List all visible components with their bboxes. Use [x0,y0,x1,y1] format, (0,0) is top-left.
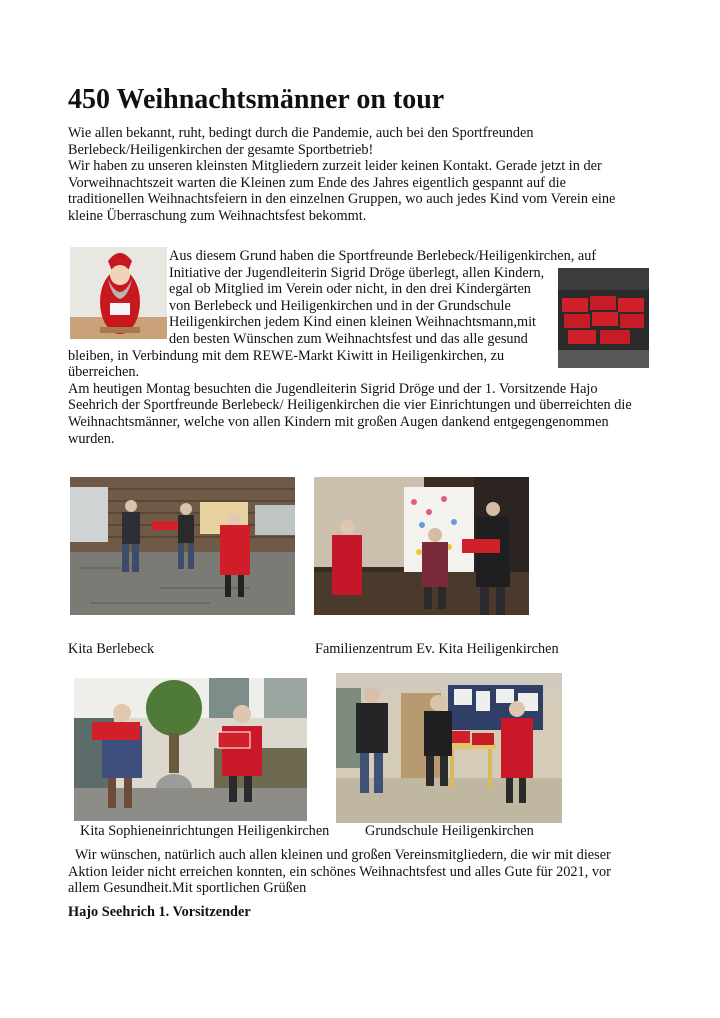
caption-kita-sophieneinrichtungen: Kita Sophieneinrichtungen Heiligenkirchen [80,823,330,839]
text-line: traditionellen Weihnachtsfeiern in den einzelnen Gruppen, wo auch jedes Kind vom Verein eine [68,191,616,208]
familienzentrum-photo [314,477,529,615]
text-line: den besten Wünschen zum Weihnachtsfest und das alle gesund [169,330,528,347]
text-line: kleine Überraschung zum Weihnachtsfest bekommt. [68,207,367,224]
text-line: Aktion leider nicht erreichen konnten, ein schönes Weihnachtsfest und alles Gute für 2021, vor [68,863,611,880]
text-line: überreichen. [68,364,140,381]
text-line: Seehrich der Sportfreunde Berlebeck/ Heiligenkirchen die vier Einrichtungen und überreichten die [68,397,632,414]
text-line: Am heutigen Montag besuchten die Jugendleiterin Sigrid Dröge und der 1. Vorsitzende Hajo [68,380,598,397]
text-line: Vorweihnachtszeit warten die Kleinen zum Ende des Jahres eigentlich gespannt auf die [68,174,566,191]
caption-grundschule: Grundschule Heiligenkirchen [365,823,534,839]
text-line: bleiben, in Verbindung mit dem REWE-Markt Kiwitt in Heiligenkirchen, zu [68,347,505,364]
closing-paragraph [68,847,668,897]
text-line: allem Gesundheit.Mit sportlichen Grüßen [68,880,307,897]
text-line: Wir haben zu unseren kleinsten Mitgliedern zurzeit leider keinen Kontakt. Gerade jetzt in der [68,158,602,175]
text-line: Heiligenkirchen jedem Kind einen kleinen Weihnachtsmann,mit [169,314,537,331]
caption-kita-berlebeck: Kita Berlebeck [68,641,155,657]
text-line: Wir wünschen, natürlich auch allen kleinen und großen Vereinsmitgliedern, die wir mit dieser [68,847,611,863]
text-line: Initiative der Jugendleiterin Sigrid Dröge überlegt, allen Kindern, [169,264,545,281]
text-line: Berlebeck/Heiligenkirchen der gesamte Sportbetrieb! [68,141,374,158]
text-line: Aus diesem Grund haben die Sportfreunde Berlebeck/Heiligenkirchen, auf [169,248,597,264]
signature: Hajo Seehrich 1. Vorsitzender [68,904,251,920]
text-line: Weihnachtsmänner, welche von allen Kindern mit großen Augen dankend entgegengenommen [68,413,609,430]
main-paragraph [68,248,668,447]
text-line: Wie allen bekannt, ruht, bedingt durch die Pandemie, auch bei den Sportfreunden [68,125,534,141]
caption-familienzentrum: Familienzentrum Ev. Kita Heiligenkirchen [315,641,559,657]
kita-berlebeck-photo [70,477,295,615]
text-line: egal ob Mitglied im Verein oder nicht, in den drei Kindergärten [169,281,531,298]
text-line: wurden. [68,430,115,447]
grundschule-photo [336,673,562,823]
intro-paragraph [68,125,668,225]
text-line: von Berlebeck und Heiligenkirchen und in der Grundschule [169,297,511,314]
kita-sophieneinrichtungen-photo [74,678,307,821]
page-title: 450 Weihnachtsmänner on tour [68,84,445,115]
